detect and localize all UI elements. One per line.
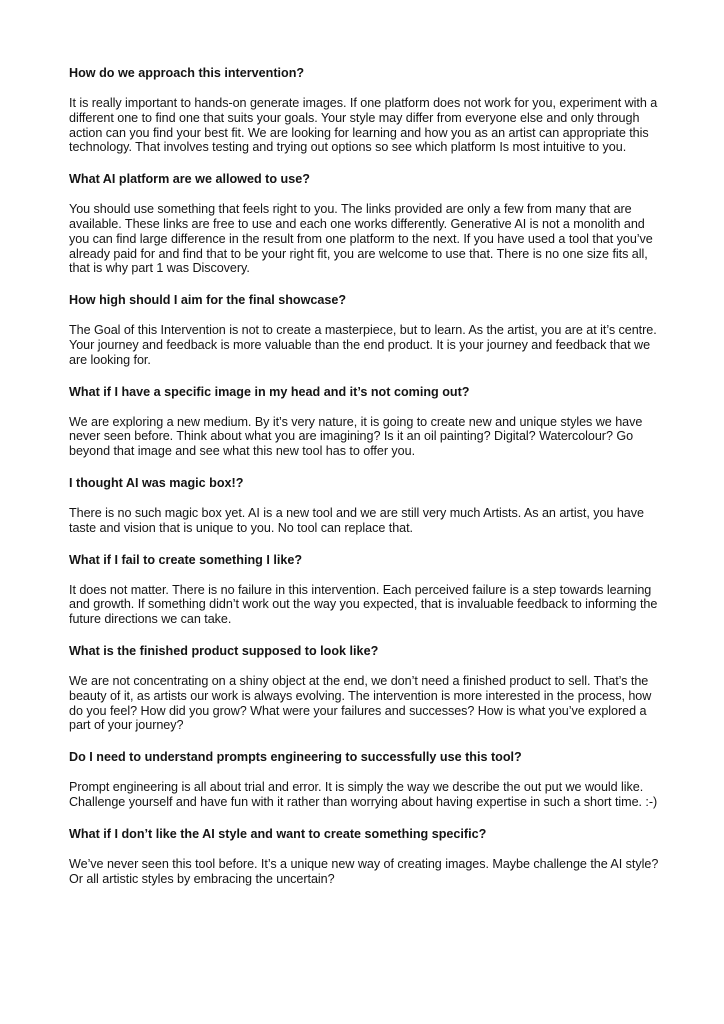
faq-answer: We are exploring a new medium. By it’s very nature, it is going to create new and unique styles we have never seen before. Think about what you are imagining? Is it an oil painting? Digital? Watercolour? Go beyond that image and see what this new tool has to offer you. <box>69 414 643 459</box>
faq-item-failure <box>69 553 659 627</box>
faq-answer: Prompt engineering is all about trial and error. It is simply the way we describe the out put we would like. Challenge yourself and have fun with it rather than worrying about having expertise in such a short time. :-) <box>69 780 658 809</box>
faq-item-approach <box>69 66 659 155</box>
faq-question: What AI platform are we allowed to use? <box>69 172 310 187</box>
faq-answer: It does not matter. There is no failure in this intervention. Each perceived failure is a step towards learning and growth. If something didn’t work out the way you expected, that is invaluable feedback to informing the future directions we can take. <box>69 582 658 627</box>
faq-question: How high should I aim for the final showcase? <box>69 293 347 308</box>
faq-question: What if I have a specific image in my head and it’s not coming out? <box>69 384 470 399</box>
faq-answer: We’ve never seen this tool before. It’s a unique new way of creating images. Maybe challenge the AI style? Or all artistic styles by embracing the uncertain? <box>69 856 659 886</box>
faq-item-ai-style <box>69 827 659 887</box>
faq-item-prompt-engineering <box>69 750 659 810</box>
faq-question: What if I fail to create something I like? <box>69 552 303 567</box>
faq-item-showcase <box>69 293 659 367</box>
faq-item-finished-product <box>69 644 659 733</box>
faq-answer: You should use something that feels right to you. The links provided are only a few from many that are available. These links are free to use and each one works differently. Generative AI is not a monolith and you can find large difference in the result from one platform to the next. If you have used a tool that you’ve already paid for and find that to be your right fit, you are welcome to use that. There is no one size fits all, that is why part 1 was Discovery. <box>69 202 653 276</box>
faq-answer: The Goal of this Intervention is not to create a masterpiece, but to learn. As the artist, you are at it’s centre. Your journey and feedback is more valuable than the end product. It is your journey and feedback that we are looking for. <box>69 323 657 367</box>
faq-answer: There is no such magic box yet. AI is a new tool and we are still very much Artists. As an artist, you have taste and vision that is unique to you. No tool can replace that. <box>69 505 644 535</box>
faq-question: What if I don’t like the AI style and want to create something specific? <box>69 826 487 841</box>
faq-document <box>69 66 659 903</box>
faq-item-platform <box>69 172 659 276</box>
faq-question: How do we approach this intervention? <box>69 66 305 80</box>
faq-question: I thought AI was magic box!? <box>69 475 244 490</box>
faq-answer: We are not concentrating on a shiny object at the end, we don’t need a finished product to sell. That’s the beauty of it, as artists our work is always evolving. The intervention is more interested in the process, how do you feel? How did you grow? What were your failures and successes? How is what you’ve explored a part of your journey? <box>69 673 652 733</box>
faq-question: Do I need to understand prompts engineering to successfully use this tool? <box>69 750 522 765</box>
faq-question: What is the finished product supposed to look like? <box>69 643 379 658</box>
faq-item-specific-image <box>69 385 659 459</box>
faq-item-magic-box <box>69 476 659 536</box>
faq-answer: It is really important to hands-on generate images. If one platform does not work for you, experiment with a different one to find one that suits your goals. Your style may differ from everyone else and only through action can you find your best fit. We are looking for learning and how you as an artist can appropriate this technology. That involves testing and trying out options so see which platform Is most intuitive to you. <box>69 96 658 155</box>
